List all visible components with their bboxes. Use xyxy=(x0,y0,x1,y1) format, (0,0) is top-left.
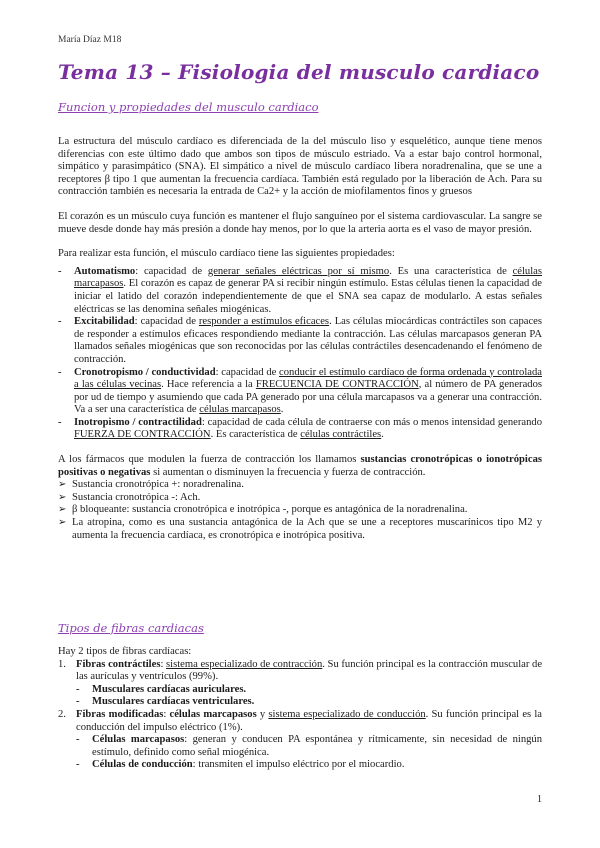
section-fiber-types-body xyxy=(58,646,542,772)
drug-example-item: ➢ La atropina, como es una sustancia antagónica de la Ach que se une a receptores muscarínicos tipo M2 y aumenta la frecuencia cardíaca, es cronotrópica e inotrópica positiva. xyxy=(58,517,542,541)
properties-list xyxy=(58,266,542,442)
section-function-body xyxy=(58,136,542,542)
paragraph-drugs: A los fármacos que modulen la fuerza de contracción los llamamos sustancias cronotrópicas o ionotrópicas positivas o negativas si aumentan o disminuyen la frecuencia y fuerza de contracción. xyxy=(58,454,542,478)
paragraph-fiber-intro: Hay 2 tipos de fibras cardíacas: xyxy=(58,646,192,657)
property-automatismo: - Automatismo: capacidad de generar señales eléctricas por sí mismo. Es una característica de células marcapasos. El corazón es capaz de generar PA si recibir ningún estímulo. Estas células tienen la capacidad de iniciar el latido del corazón independientemente de que el SNA sea capaz de modularlo. A estas señales eléctricas se las denomina señales miogénicas. xyxy=(58,265,542,315)
property-inotropismo: - Inotropismo / contractilidad: capacidad de cada célula de contraerse con más o menos intensidad generando FUERZA DE CONTRACCIÓN. Es característica de células contráctiles. xyxy=(58,416,542,441)
drug-example-item: ➢ Sustancia cronotrópica -: Ach. xyxy=(58,491,201,503)
arrow-bullet-icon: ➢ xyxy=(58,479,67,491)
dash-bullet: - xyxy=(58,416,62,428)
property-cronotropismo: - Cronotropismo / conductividad: capacidad de conducir el estímulo cardíaco de forma ordenada y controlada a las células vecinas. Hace referencia a la FRECUENCIA DE CONTRACCIÓN, al número de PA generados por ud de tiempo y asumiendo que cada PA generado por una célula marcapasos va a generar una contracción. Va a ser una característica de células marcapasos. xyxy=(58,366,543,416)
modified-subtype-conduction: - Células de conducción: transmiten el impulso eléctrico por el miocardio. xyxy=(76,759,405,771)
paragraph-properties-intro: Para realizar esta función, el músculo cardíaco tiene las siguientes propiedades: xyxy=(58,248,395,260)
section-heading-function: Funcion y propiedades del musculo cardiaco xyxy=(58,100,319,114)
dash-bullet: - xyxy=(58,366,62,378)
drug-examples-list xyxy=(58,479,542,542)
fiber-type-contractile: 1. Fibras contráctiles: sistema especializado de contracción. Su función principal es la contracción muscular de las aurículas y ventrículos (99%). xyxy=(58,658,543,683)
page-number: 1 xyxy=(537,794,542,805)
dash-bullet: - xyxy=(58,265,62,277)
drug-example-item: ➢ β bloqueante: sustancia cronotrópica e inotrópica -, porque es antagónica de la noradrenalina. xyxy=(58,504,468,516)
property-excitabilidad: - Excitabilidad: capacidad de responder a estímulos eficaces. Las células miocárdicas contráctiles son capaces de responder a estímulos eficaces respondiendo mediante la contracción. Las células marcapasos generan PA llamados señales miogénicas que son reconocidas por las células contráctiles desencadenando el fenómeno de contracción. xyxy=(58,316,542,365)
arrow-bullet-icon: ➢ xyxy=(58,504,67,516)
contractile-subtype: - Musculares cardíacas auriculares. xyxy=(76,683,247,695)
section-heading-fiber-types: Tipos de fibras cardiacas xyxy=(58,621,204,635)
page-header-author: María Díaz M18 xyxy=(58,35,122,45)
dash-bullet: - xyxy=(58,316,62,328)
contractile-subtype: - Musculares cardíacas ventriculares. xyxy=(76,696,255,708)
arrow-bullet-icon: ➢ xyxy=(58,491,67,503)
page-title: Tema 13 – Fisiologia del musculo cardiaco xyxy=(58,60,540,84)
fiber-type-modified: 2. Fibras modificadas: células marcapasos y sistema especializado de conducción. Su función principal es la conducción del impulso eléctrico (1%). xyxy=(58,708,542,733)
drug-example-item: ➢ Sustancia cronotrópica +: noradrenalina. xyxy=(58,479,244,491)
paragraph-heart-function: El corazón es un músculo cuya función es mantener el flujo sanguíneo por el sistema cardiovascular. La sangre se mueve desde donde hay más presión a donde hay menos, por lo que la arteria aorta es el vaso de mayor presión. xyxy=(58,210,542,235)
modified-subtype-pacemaker: - Células marcapasos: generan y conducen PA espontánea y rítmicamente, sin necesidad de ningún estímulo, definido como señal miogénica. xyxy=(76,734,543,758)
paragraph-structure: La estructura del músculo cardíaco es diferenciada de la del músculo liso y esquelético, aunque tiene menos diferencias con este último dado que ambos son tipos de músculo estriado. Va a estar bajo control hormonal, simpático y parasimpático (SNA). El simpático a nivel de músculo cardíaco libera noradrenalina, que se une a receptores β tipo 1 que aumentan la frecuencia cardíaca. También está regulado por la liberación de Ach. Para su contracción también es necesaria la entrada de Ca2+ y la acción de miofilamentos finos y gruesos xyxy=(58,136,542,198)
arrow-bullet-icon: ➢ xyxy=(58,517,67,529)
